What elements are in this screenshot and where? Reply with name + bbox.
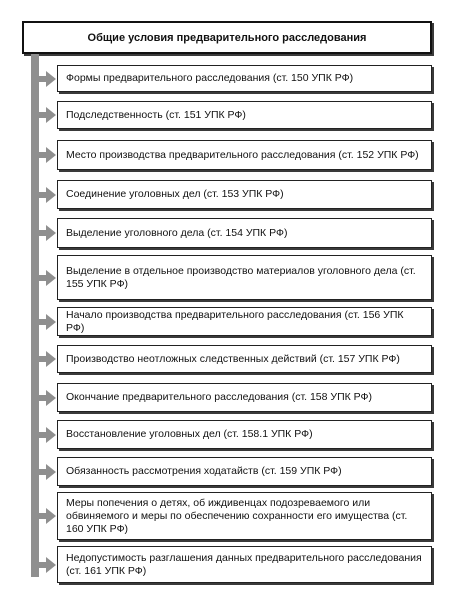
connector-arrow-head bbox=[46, 427, 56, 443]
connector-arrow-head bbox=[46, 225, 56, 241]
connector-arrow-head bbox=[46, 390, 56, 406]
connector-arrow-head bbox=[46, 147, 56, 163]
item-box bbox=[57, 307, 432, 336]
item-text: Соединение уголовных дел (ст. 153 УПК РФ) bbox=[66, 188, 284, 200]
item-box bbox=[57, 546, 432, 583]
item-text: Место производства предварительного расследования (ст. 152 УПК РФ) bbox=[66, 148, 419, 161]
item-text: Формы предварительного расследования (ст. 150 УПК РФ) bbox=[66, 72, 354, 84]
connector-arrow-head bbox=[46, 314, 56, 330]
item-text: Выделение в отдельное производство материалов уголовного дела (ст. 155 УПК РФ) bbox=[66, 264, 416, 290]
item-box bbox=[57, 457, 432, 486]
connector-arrow-head bbox=[46, 351, 56, 367]
item-text: Начало производства предварительного расследования (ст. 156 УПК РФ) bbox=[66, 308, 404, 334]
item-box bbox=[57, 420, 432, 449]
connector-trunk bbox=[31, 54, 39, 577]
item-box bbox=[57, 65, 432, 92]
item-box bbox=[57, 255, 432, 300]
connector-arrow-head bbox=[46, 270, 56, 286]
item-text: Обязанность рассмотрения ходатайств (ст. 159 УПК РФ) bbox=[66, 465, 342, 477]
item-box bbox=[57, 383, 432, 412]
item-text: Недопустимость разглашения данных предварительного расследования (ст. 161 УПК РФ) bbox=[66, 551, 422, 577]
item-box bbox=[57, 101, 432, 129]
connector-arrow-head bbox=[46, 107, 56, 123]
item-text: Окончание предварительного расследования (ст. 158 УПК РФ) bbox=[66, 391, 373, 403]
connector-arrow-head bbox=[46, 557, 56, 573]
item-box bbox=[57, 218, 432, 248]
item-box bbox=[57, 345, 432, 373]
item-text: Восстановление уголовных дел (ст. 158.1 УПК РФ) bbox=[66, 428, 313, 440]
connector-arrow-head bbox=[46, 508, 56, 524]
item-text: Производство неотложных следственных действий (ст. 157 УПК РФ) bbox=[66, 352, 400, 365]
item-box bbox=[57, 140, 432, 170]
connector-arrow-head bbox=[46, 187, 56, 203]
item-text: Выделение уголовного дела (ст. 154 УПК РФ) bbox=[66, 226, 288, 239]
connector-arrow-head bbox=[46, 464, 56, 480]
connector-arrow-head bbox=[46, 71, 56, 87]
item-text: Подследственность (ст. 151 УПК РФ) bbox=[66, 108, 246, 121]
item-box bbox=[57, 180, 432, 209]
item-box bbox=[57, 492, 432, 540]
item-text: Меры попечения о детях, об иждивенцах подозреваемого или обвиняемого и меры по обеспечению сохранности его имущества (ст. 160 УПК РФ) bbox=[66, 496, 408, 535]
diagram-title: Общие условия предварительного расследования bbox=[22, 21, 432, 54]
